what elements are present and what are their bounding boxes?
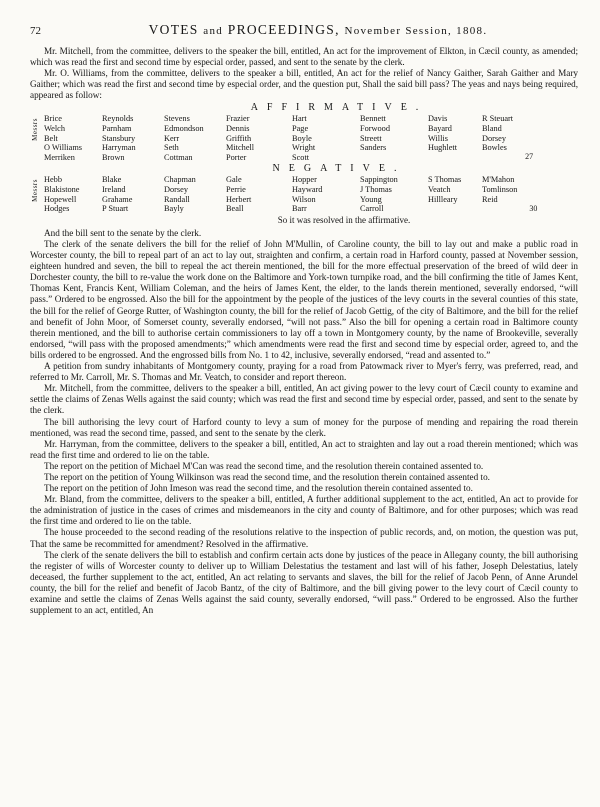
member-name: Porter bbox=[226, 152, 247, 162]
member-name: Randall bbox=[164, 194, 190, 204]
member-name: Blake bbox=[102, 175, 122, 185]
member-name: S Thomas bbox=[428, 175, 462, 185]
affirmative-column bbox=[164, 114, 226, 162]
running-title bbox=[58, 24, 578, 37]
negative-messrs-label: Messrs bbox=[31, 179, 39, 203]
member-name: Boyle bbox=[292, 133, 312, 143]
affirmative-column bbox=[482, 114, 513, 162]
member-name: Beall bbox=[226, 204, 244, 214]
member-name: Reid bbox=[482, 194, 498, 204]
page-number: 72 bbox=[30, 25, 41, 37]
paragraph: Mr. Bland, from the committee, delivers to the speaker a bill, entitled, A further additional supplement to the act, entitled, An act to provide for the administration of justice in the cases of crimes and misdemeanors in the city and county of Baltimore, and for other purposes; which was read the first time and ordered to lie on the table. bbox=[30, 494, 578, 527]
member-name: Wright bbox=[292, 143, 316, 153]
member-name: Grahame bbox=[102, 194, 133, 204]
member-name: Hart bbox=[292, 114, 307, 124]
affirmative-column bbox=[44, 114, 102, 162]
affirmative-column bbox=[360, 114, 428, 162]
negative-column bbox=[44, 175, 102, 213]
member-name: Blakistone bbox=[44, 185, 80, 195]
member-name: Welch bbox=[44, 124, 65, 134]
member-name: Hodges bbox=[44, 204, 70, 214]
member-name: Frazier bbox=[226, 114, 250, 124]
member-name: Hopper bbox=[292, 175, 317, 185]
paragraph: The report on the petition of Michael M'Can was read the second time, and the resolution therein contained assented to. bbox=[44, 460, 484, 471]
member-name: P Stuart bbox=[102, 204, 129, 214]
member-name: M'Mahon bbox=[482, 175, 515, 185]
negative-column bbox=[428, 175, 482, 213]
member-name: Bennett bbox=[360, 114, 386, 124]
title-votes: VOTES bbox=[148, 22, 199, 37]
member-name: Bowles bbox=[482, 143, 507, 153]
member-name: Willis bbox=[428, 133, 448, 143]
member-name: Davis bbox=[428, 114, 448, 124]
top-paragraphs bbox=[30, 46, 578, 101]
member-name: Hillleary bbox=[428, 194, 458, 204]
member-name: Hopewell bbox=[44, 194, 77, 204]
negative-column bbox=[482, 175, 517, 213]
member-name: Brown bbox=[102, 152, 125, 162]
negative-heading: NEGATIVE. bbox=[272, 163, 406, 175]
member-name: Carroll bbox=[360, 204, 384, 214]
member-name: Dorsey bbox=[164, 185, 188, 195]
member-name: Parnham bbox=[102, 124, 132, 134]
member-name: Bland bbox=[482, 124, 502, 134]
member-name: Gale bbox=[226, 175, 242, 185]
affirmative-column bbox=[428, 114, 482, 162]
title-proceedings: PROCEEDINGS, bbox=[227, 22, 340, 37]
affirmative-column bbox=[102, 114, 164, 162]
member-name: Bayard bbox=[428, 124, 452, 134]
paragraph: Mr. O. Williams, from the committee, delivers to the speaker a bill, entitled, An act for the relief of Nancy Gaither, Sarah Gaither and Mary Gaither; which was read the first and second time by especial order, and the question put, Shall the said bill pass? The yeas and nays being required, appeared as follow: bbox=[30, 68, 578, 101]
member-name: Barr bbox=[292, 204, 307, 214]
member-name: Edmondson bbox=[164, 124, 204, 134]
member-name: Wilson bbox=[292, 194, 316, 204]
paragraph: The report on the petition of Young Wilkinson was read the second time, and the resolution therein contained assented to. bbox=[44, 471, 490, 482]
affirmative-vote-list bbox=[30, 114, 578, 162]
member-name: Hayward bbox=[292, 185, 323, 195]
negative-column bbox=[164, 175, 226, 213]
title-and: and bbox=[203, 25, 224, 37]
member-name: J Thomas bbox=[360, 185, 392, 195]
negative-column bbox=[360, 175, 428, 213]
member-name: Kerr bbox=[164, 133, 180, 143]
member-name: Reynolds bbox=[102, 114, 134, 124]
negative-column bbox=[102, 175, 164, 213]
member-name: Hebb bbox=[44, 175, 62, 185]
affirmative-messrs-label: Messrs bbox=[31, 118, 39, 142]
member-name: Hughlett bbox=[428, 143, 458, 153]
running-header bbox=[30, 24, 578, 46]
paragraph: The clerk of the senate delivers the bill to establish and confirm certain acts done by justices of the peace in Allegany county, the bill authorising the register of wills of Worcester county to deliver up to William Delestatius the testament and last will of his father, Joseph Delestatius, lately deceased, the further supplement to the act, entitled, An act relating to servants and slaves, the bill for the relief of Jacob Penn, of Anne Arundel county, the bill for the relief and benefit of Jacob Bantz, of the city of Baltimore, and the bill giving power to the levy court of Cæcil county to examine and settle the claims of Zenas Wells against the said county, severally endorsed, “will pass.” Ordered to be engrossed. Also the further supplement to an act, entitled, An bbox=[30, 549, 578, 616]
member-name: Mitchell bbox=[226, 143, 255, 153]
member-name: Perrie bbox=[226, 185, 246, 195]
negative-vote-list bbox=[30, 175, 578, 213]
member-name: Veatch bbox=[428, 185, 451, 195]
member-name: R Steuart bbox=[482, 114, 514, 124]
negative-column bbox=[292, 175, 360, 213]
member-name: Scott bbox=[292, 152, 310, 162]
title-session: November Session, 1808. bbox=[344, 25, 488, 37]
paragraph: Mr. Mitchell, from the committee, delivers to the speaker a bill, entitled, An act giving power to the levy court of Cæcil county to examine and settle the claims of Zenas Wells against the said county; which was read the first and second time by especial order, passed, and sent to the senate by the clerk. bbox=[30, 383, 578, 416]
member-name: Belt bbox=[44, 133, 58, 143]
paragraph: Mr. Mitchell, from the committee, delivers to the speaker the bill, entitled, An act for the improvement of Elkton, in Cæcil county, as amended; which was read the first and second time by especial order, passed, and sent to the senate by the clerk. bbox=[30, 46, 578, 68]
affirmative-column bbox=[226, 114, 292, 162]
member-name: O Williams bbox=[44, 143, 83, 153]
member-name: Stansbury bbox=[102, 133, 136, 143]
resolution-result: So it was resolved in the affirmative. bbox=[277, 214, 411, 225]
member-name: Tomlinson bbox=[482, 185, 518, 195]
affirmative-tally: 27 bbox=[525, 152, 534, 162]
negative-column bbox=[226, 175, 292, 213]
member-name: Seth bbox=[164, 143, 179, 153]
member-name: Stevens bbox=[164, 114, 190, 124]
member-name: Herbert bbox=[226, 194, 252, 204]
paragraph: And the bill sent to the senate by the clerk. bbox=[44, 227, 202, 238]
member-name: Merriken bbox=[44, 152, 75, 162]
member-name: Young bbox=[360, 194, 382, 204]
paragraph: Mr. Harryman, from the committee, delivers to the speaker a bill, entitled, An act to straighten and lay out a road therein mentioned; which was read the first time and ordered to lie on the table. bbox=[30, 438, 578, 460]
paragraph: The house proceeded to the second reading of the resolutions relative to the inspection of public records, and, on motion, the question was put, That the same be recommitted for amendment? Resolved in the affirmative. bbox=[30, 527, 578, 549]
paragraph: The bill authorising the levy court of Harford county to levy a sum of money for the purpose of mending and repairing the road therein mentioned, was read the second time, passed, and sent to the senate by the clerk. bbox=[30, 416, 578, 438]
member-name: Sappington bbox=[360, 175, 398, 185]
member-name: Dorsey bbox=[482, 133, 506, 143]
negative-tally: 30 bbox=[529, 203, 538, 213]
paragraph: The clerk of the senate delivers the bill for the relief of John M'Mullin, of Caroline county, the bill to lay out and make a public road in Worcester county, the bill to repeal part of an act to lay out, straighten and confirm, a certain road in Harford county, passed at November session, eighteen hundred and seven, the bill to repeal the act therein mentioned, the bill for the more effectual preservation of the breed of wild deer in Dorchester county, the bill to re-value the work done on the Baltimore and York-town turnpike road, and the bill confirming the title of James Kent, Thomas Kent, Francis Kent, William Coleman, and the heirs of James Kent, the elder, to the lands therein mentioned, severally endorsed, “will pass.” Ordered to be engrossed. Also the bill for the appointment by the people of the justices of the levy courts in the several counties of this state, the bill for the relief of George Rutter, of Washington county, the bill for the relief of Jacob Gettig, of the city of Baltimore, and the bill for the relief and benefit of John Moor, of Somerset county, severally endorsed, “will not pass.” Also the bill for opening a certain road in Baltimore county therein mentioned, and the bill to authorise certain commissioners to lay off a town in Montgomery county, by the name of Brookeville, severally endorsed, “will pass with the proposed amendments;” which amendments were read the first and second time by especial order, agreed to, and the bills ordered to be engrossed. And the engrossed bills from No. 1 to 42, inclusive, severally endorsed, “read and assented to.” bbox=[30, 239, 578, 360]
bottom-paragraphs bbox=[30, 228, 578, 616]
member-name: Ireland bbox=[102, 185, 126, 195]
member-name: Sanders bbox=[360, 143, 387, 153]
member-name: Streett bbox=[360, 133, 382, 143]
member-name: Forwood bbox=[360, 124, 390, 134]
member-name: Harryman bbox=[102, 143, 136, 153]
affirmative-column bbox=[292, 114, 360, 162]
member-name: Cottman bbox=[164, 152, 193, 162]
member-name: Bayly bbox=[164, 204, 184, 214]
affirmative-heading: AFFIRMATIVE. bbox=[250, 102, 428, 114]
member-name: Page bbox=[292, 124, 309, 134]
member-name: Griffith bbox=[226, 133, 252, 143]
member-name: Brice bbox=[44, 114, 62, 124]
member-name: Chapman bbox=[164, 175, 196, 185]
member-name: Dennis bbox=[226, 124, 250, 134]
paragraph: The report on the petition of John Imeson was read the second time, and the resolution therein contained assented to. bbox=[44, 483, 473, 494]
paragraph: A petition from sundry inhabitants of Montgomery county, praying for a road from Patowmack river to Myer's ferry, was preferred, read, and referred to Mr. Carroll, Mr. S. Thomas and Mr. Veatch, to consider and report thereon. bbox=[30, 361, 578, 383]
